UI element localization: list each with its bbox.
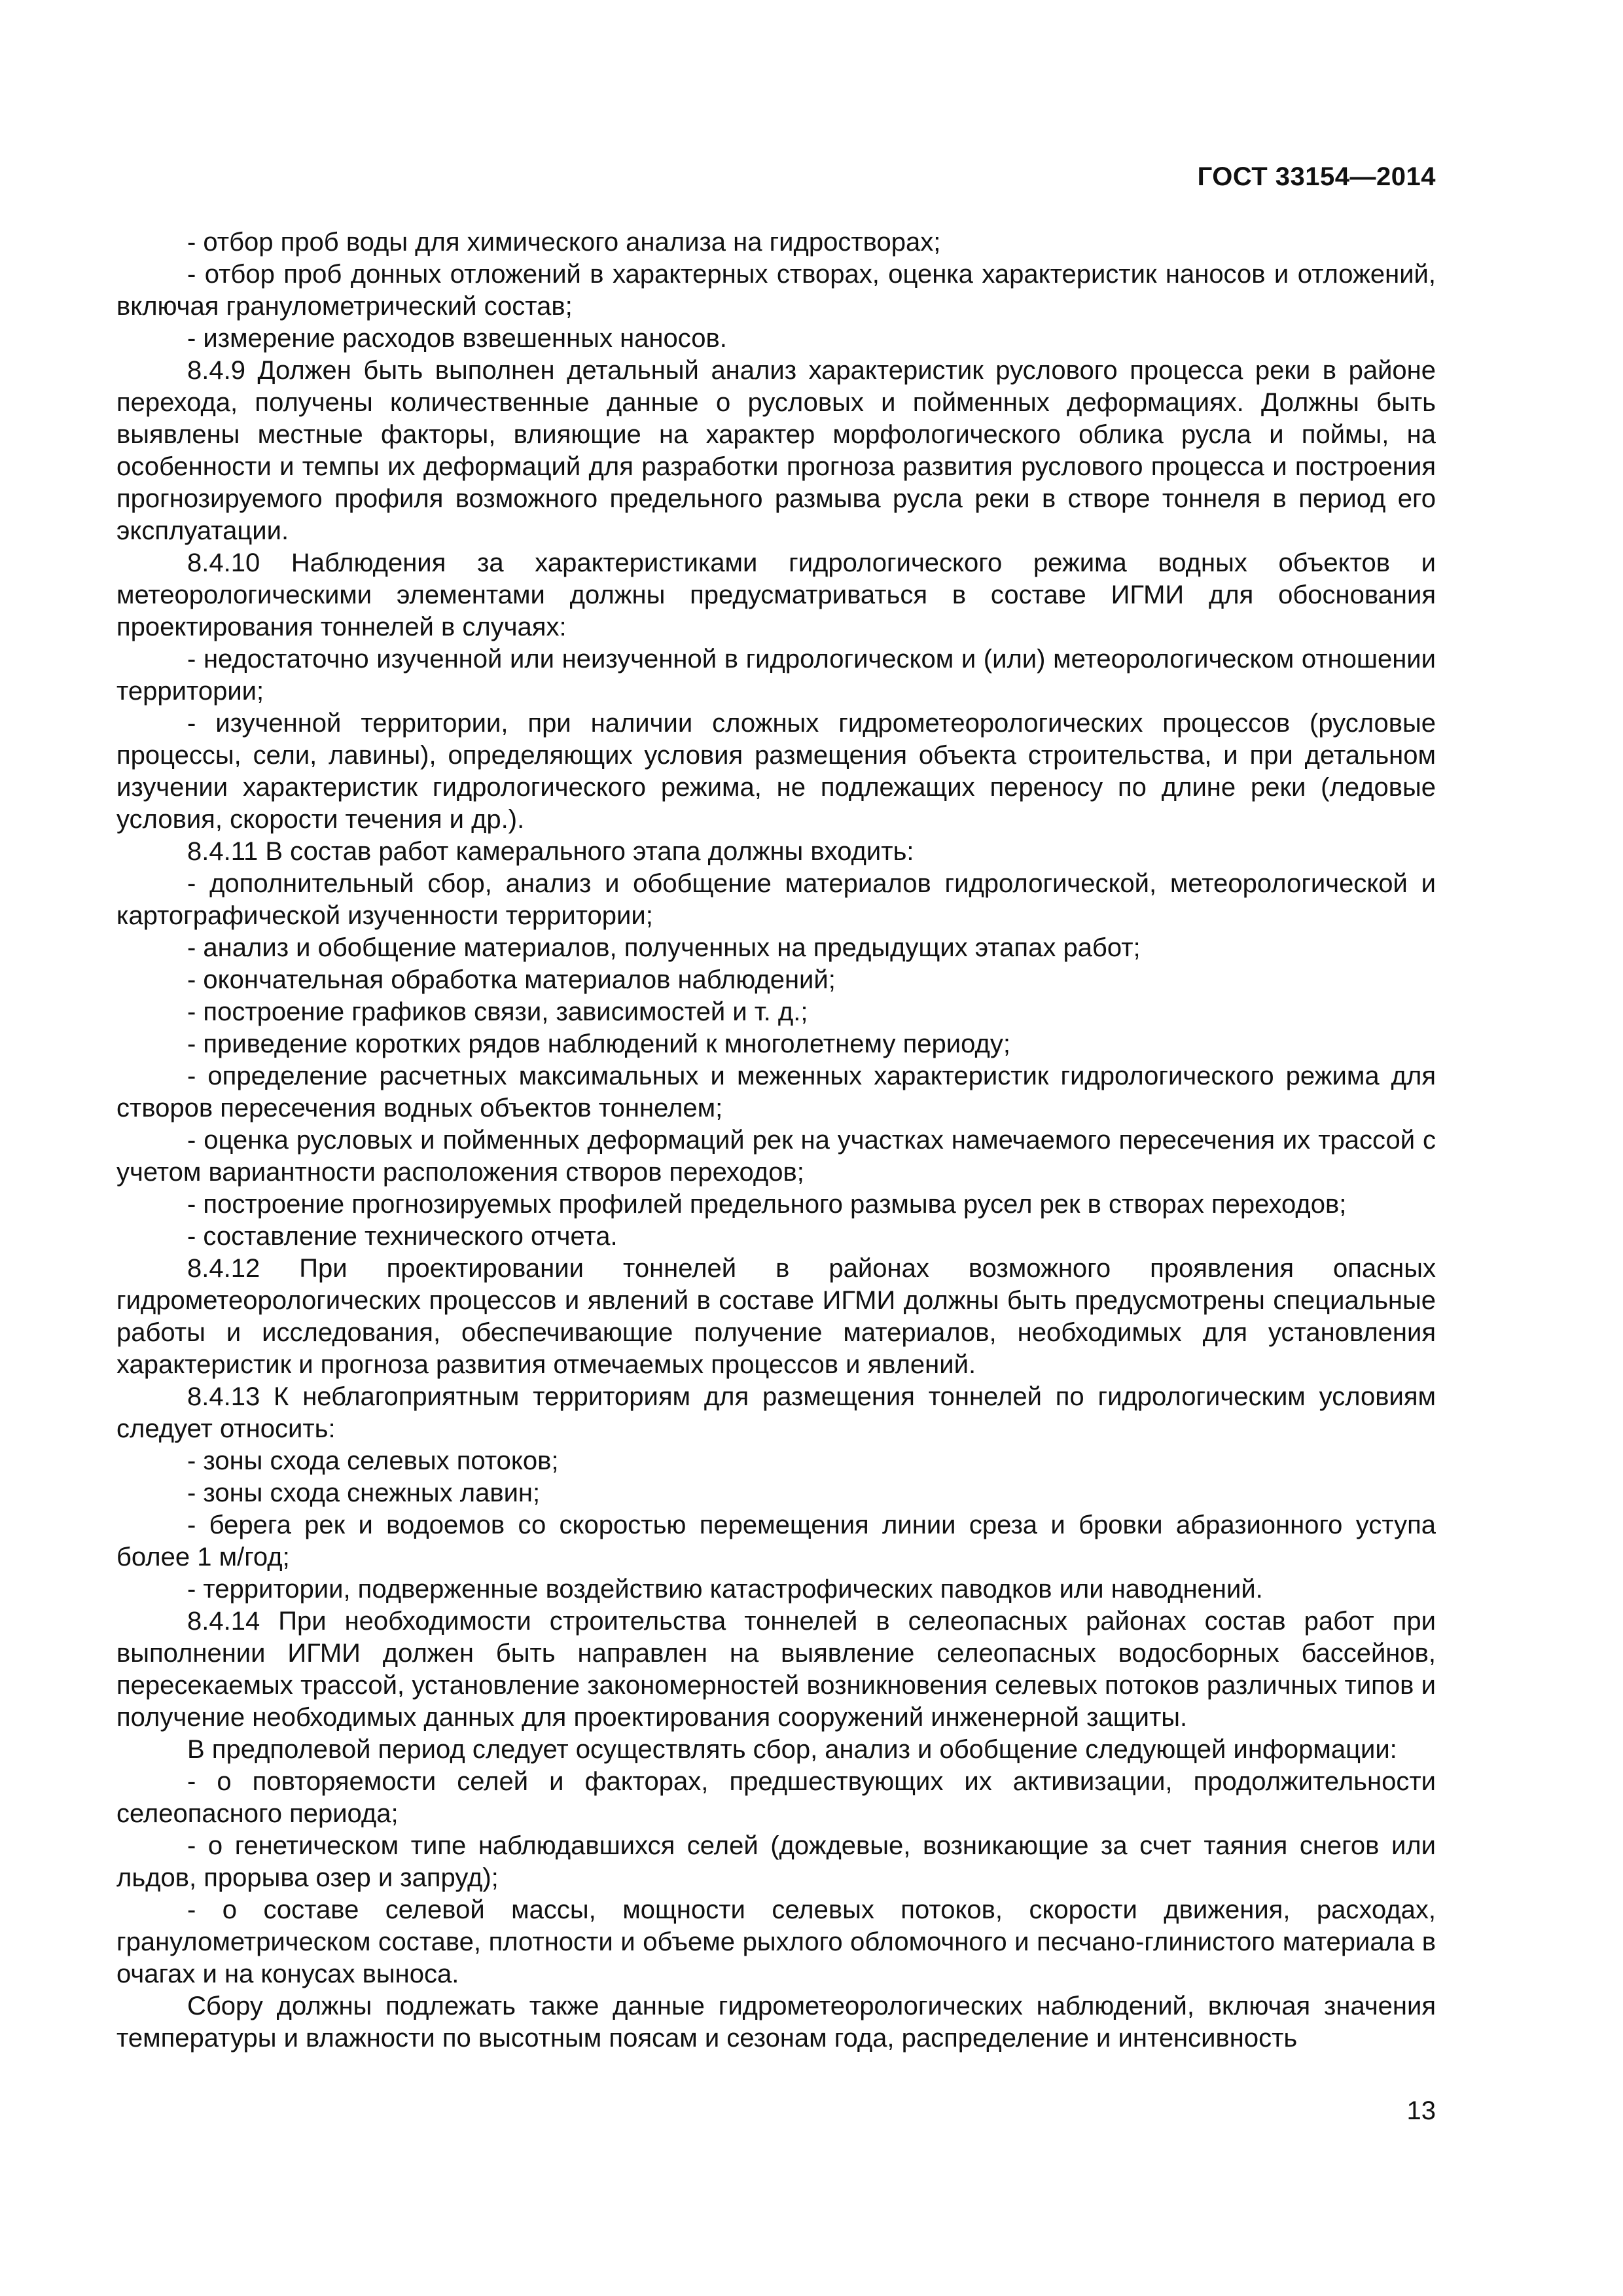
paragraph: - определение расчетных максимальных и меженных характеристик гидрологического режима для створов пересечения водных объектов тоннелем; xyxy=(116,1062,1436,1122)
paragraph: 8.4.13 К неблагоприятным территориям для размещения тоннелей по гидрологическим условиям следует относить: xyxy=(116,1382,1436,1443)
paragraph: - приведение коротких рядов наблюдений к многолетнему периоду; xyxy=(187,1030,1010,1058)
paragraph: - анализ и обобщение материалов, полученных на предыдущих этапах работ; xyxy=(187,933,1141,962)
paragraph: - построение прогнозируемых профилей предельного размыва русел рек в створах переходов; xyxy=(187,1190,1347,1219)
paragraph: В предполевой период следует осуществлять сбор, анализ и обобщение следующей информации: xyxy=(187,1735,1397,1764)
page-number: 13 xyxy=(1406,2096,1436,2125)
paragraph: - отбор проб донных отложений в характерных створах, оценка характеристик наносов и отложений, включая гранулометрический состав; xyxy=(116,260,1436,321)
paragraph: - зоны схода снежных лавин; xyxy=(187,1479,541,1507)
document-body xyxy=(116,226,1436,2054)
paragraph: - дополнительный сбор, анализ и обобщение материалов гидрологической, метеорологической и картографической изученности территории; xyxy=(116,869,1436,930)
paragraph: - о генетическом типе наблюдавшихся селей (дождевые, возникающие за счет таяния снегов или льдов, прорыва озер и запруд); xyxy=(116,1831,1436,1892)
paragraph: - о составе селевой массы, мощности селевых потоков, скорости движения, расходах, гранулометрическом составе, плотности и объеме рыхлого обломочного и песчано-глинистого материала в очагах и на конусах выноса. xyxy=(116,1895,1436,1988)
paragraph: - составление технического отчета. xyxy=(187,1222,618,1251)
paragraph: - недостаточно изученной или неизученной в гидрологическом и (или) метеорологическом отношении территории; xyxy=(116,645,1436,706)
paragraph: - построение графиков связи, зависимостей и т. д.; xyxy=(187,997,808,1026)
paragraph: - берега рек и водоемов со скоростью перемещения линии среза и бровки абразионного уступа более 1 м/год; xyxy=(116,1511,1436,1571)
paragraph: Сбору должны подлежать также данные гидрометеорологических наблюдений, включая значения температуры и влажности по высотным поясам и сезонам года, распределение и интенсивность xyxy=(116,1992,1436,2053)
paragraph: 8.4.9 Должен быть выполнен детальный анализ характеристик руслового процесса реки в районе перехода, получены количественные данные о русловых и пойменных деформациях. Должны быть выявлены местные факторы, влияющие на характер морфологического облика русла и поймы, на особенности и темпы их деформаций для разработки прогноза развития руслового процесса и построения прогнозируемого профиля возможного предельного размыва русла реки в створе тоннеля в период его эксплуатации. xyxy=(116,356,1436,545)
paragraph: - зоны схода селевых потоков; xyxy=(187,1446,559,1475)
paragraph: - изученной территории, при наличии сложных гидрометеорологических процессов (русловые процессы, сели, лавины), определяющих условия размещения объекта строительства, и при детальном изучении характеристик гидрологического режима, не подлежащих переносу по длине реки (ледовые условия, скорости течения и др.). xyxy=(116,709,1436,834)
paragraph: - отбор проб воды для химического анализа на гидростворах; xyxy=(187,228,941,257)
paragraph: - о повторяемости селей и факторах, предшествующих их активизации, продолжительности селеопасного периода; xyxy=(116,1767,1436,1828)
paragraph: - оценка русловых и пойменных деформаций рек на участках намечаемого пересечения их трассой с учетом вариантности расположения створов переходов; xyxy=(116,1126,1436,1187)
document-code-header: ГОСТ 33154—2014 xyxy=(1197,162,1436,191)
paragraph: 8.4.12 При проектировании тоннелей в районах возможного проявления опасных гидрометеорологических процессов и явлений в составе ИГМИ должны быть предусмотрены специальные работы и исследования, обеспечивающие получение материалов, необходимых для установления характеристик и прогноза развития отмечаемых процессов и явлений. xyxy=(116,1254,1436,1379)
paragraph: 8.4.14 При необходимости строительства тоннелей в селеопасных районах состав работ при выполнении ИГМИ должен быть направлен на выявление селеопасных водосборных бассейнов, пересекаемых трассой, установление закономерностей возникновения селевых потоков различных типов и получение необходимых данных для проектирования сооружений инженерной защиты. xyxy=(116,1607,1436,1732)
paragraph: - измерение расходов взвешенных наносов. xyxy=(187,324,727,353)
paragraph: - территории, подверженные воздействию катастрофических паводков или наводнений. xyxy=(187,1575,1263,1604)
paragraph: 8.4.10 Наблюдения за характеристиками гидрологического режима водных объектов и метеорологическими элементами должны предусматриваться в составе ИГМИ для обоснования проектирования тоннелей в случаях: xyxy=(116,548,1436,641)
paragraph: 8.4.11 В состав работ камерального этапа должны входить: xyxy=(187,837,914,866)
paragraph: - окончательная обработка материалов наблюдений; xyxy=(187,965,836,994)
